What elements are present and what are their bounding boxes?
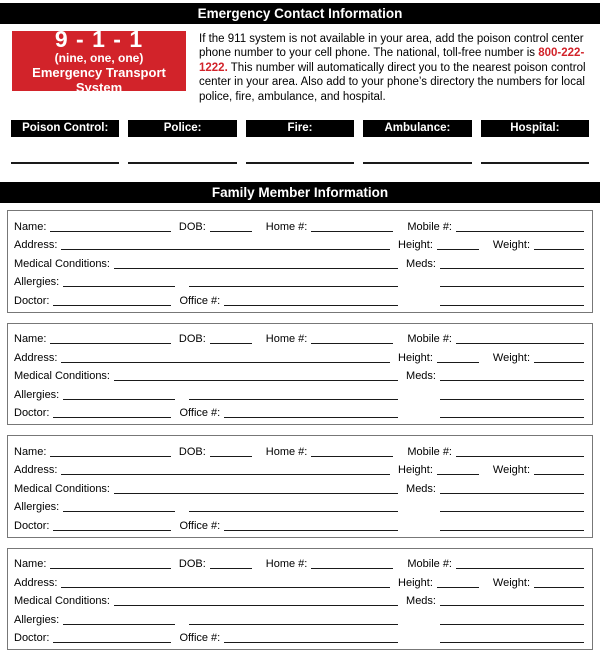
allergies-label: Allergies:	[14, 276, 60, 289]
fire-blank-line	[246, 162, 354, 164]
medical-conditions-meds-row	[14, 477, 584, 496]
meds-continued-blank-line	[440, 502, 584, 512]
office-number-label: Office #:	[179, 294, 221, 307]
address-height-weight-row	[14, 459, 584, 478]
meds-continued-blank-line-2	[440, 296, 584, 306]
medical-conditions-blank-line	[114, 259, 398, 269]
name-label: Name:	[14, 445, 47, 458]
dob-label: DOB:	[178, 445, 206, 458]
weight-label: Weight:	[492, 576, 530, 589]
poison-control-blank-line	[11, 162, 119, 164]
office-number-label: Office #:	[179, 407, 221, 420]
allergies-label: Allergies:	[14, 501, 60, 514]
name-dob-phone-row	[14, 215, 584, 234]
allergies-continued-blank-line	[189, 615, 398, 625]
address-label: Address:	[14, 464, 58, 477]
instructions-text-before: If the 911 system is not available in your area, add the poison control center phone number to your cell phone. The national, toll-free number is	[199, 33, 584, 60]
weight-blank-line	[534, 240, 584, 250]
height-blank-line	[437, 578, 479, 588]
weight-blank-line	[534, 578, 584, 588]
doctor-office-row	[14, 514, 584, 533]
home-number-label: Home #:	[265, 333, 308, 346]
dob-label: DOB:	[178, 333, 206, 346]
allergies-label: Allergies:	[14, 388, 60, 401]
family-members-list	[0, 210, 600, 650]
height-blank-line	[437, 465, 479, 475]
mobile-number-blank-line	[456, 222, 584, 232]
weight-label: Weight:	[492, 351, 530, 364]
name-dob-phone-row	[14, 553, 584, 572]
meds-blank-line	[440, 484, 584, 494]
height-label: Height:	[398, 351, 433, 364]
weight-blank-line	[534, 465, 584, 475]
doctor-office-row	[14, 289, 584, 308]
address-blank-line	[61, 240, 390, 250]
911-badge	[12, 26, 186, 95]
mobile-number-blank-line	[456, 559, 584, 569]
home-number-blank-line	[311, 447, 393, 457]
name-blank-line	[50, 222, 170, 232]
office-number-label: Office #:	[179, 519, 221, 532]
name-label: Name:	[14, 558, 47, 571]
height-label: Height:	[398, 239, 433, 252]
medical-conditions-meds-row	[14, 252, 584, 271]
allergies-blank-line	[63, 390, 175, 400]
instructions-text-after: This number will automatically direct you to the nearest poison control center in your area. Also add to your phone’s directory the numbers for local police, fire, ambulance, and hospital.	[199, 61, 586, 103]
meds-label: Meds:	[406, 595, 436, 608]
name-blank-line	[50, 559, 170, 569]
allergies-row	[14, 383, 584, 402]
doctor-blank-line	[53, 633, 171, 643]
weight-label: Weight:	[492, 239, 530, 252]
dob-label: DOB:	[178, 558, 206, 571]
dob-blank-line	[210, 559, 252, 569]
medical-conditions-label: Medical Conditions:	[14, 257, 110, 270]
address-label: Address:	[14, 239, 58, 252]
allergies-row	[14, 608, 584, 627]
home-number-label: Home #:	[265, 558, 308, 571]
contact-label-fire: Fire:	[246, 120, 354, 137]
allergies-row	[14, 271, 584, 290]
address-blank-line	[61, 353, 390, 363]
mobile-number-label: Mobile #:	[407, 220, 452, 233]
mobile-number-label: Mobile #:	[407, 333, 452, 346]
allergies-continued-blank-line	[189, 502, 398, 512]
height-label: Height:	[398, 464, 433, 477]
911-number: 9 - 1 - 1	[54, 26, 144, 52]
meds-continued-blank-line-2	[440, 521, 584, 531]
office-number-blank-line	[224, 296, 398, 306]
family-section-title: Family Member Information	[211, 185, 389, 201]
family-member-header-bar	[0, 182, 600, 203]
office-number-label: Office #:	[179, 632, 221, 645]
home-number-label: Home #:	[265, 220, 308, 233]
dob-blank-line	[210, 447, 252, 457]
911-spelled-out: (nine, one, one)	[54, 51, 144, 65]
office-number-blank-line	[224, 521, 398, 531]
address-height-weight-row	[14, 346, 584, 365]
address-label: Address:	[14, 351, 58, 364]
medical-conditions-label: Medical Conditions:	[14, 482, 110, 495]
police-blank-line	[128, 162, 236, 164]
meds-continued-blank-line-2	[440, 633, 584, 643]
poison-control-instructions	[199, 31, 590, 104]
allergies-continued-blank-line	[189, 277, 398, 287]
height-blank-line	[437, 353, 479, 363]
allergies-blank-line	[63, 277, 175, 287]
doctor-label: Doctor:	[14, 294, 50, 307]
weight-blank-line	[534, 353, 584, 363]
family-member-card	[7, 435, 593, 538]
mobile-number-blank-line	[456, 334, 584, 344]
family-member-card	[7, 323, 593, 426]
meds-blank-line	[440, 259, 584, 269]
allergies-label: Allergies:	[14, 613, 60, 626]
family-member-card	[7, 210, 593, 313]
address-height-weight-row	[14, 571, 584, 590]
doctor-label: Doctor:	[14, 519, 50, 532]
meds-label: Meds:	[406, 370, 436, 383]
contact-label-police: Police:	[128, 120, 236, 137]
contact-label-hospital: Hospital:	[481, 120, 589, 137]
meds-blank-line	[440, 371, 584, 381]
office-number-blank-line	[224, 408, 398, 418]
allergies-blank-line	[63, 502, 175, 512]
ambulance-blank-line	[363, 162, 471, 164]
meds-label: Meds:	[406, 257, 436, 270]
name-dob-phone-row	[14, 440, 584, 459]
name-blank-line	[50, 447, 170, 457]
contact-labels-row	[11, 120, 589, 137]
hospital-blank-line	[481, 162, 589, 164]
medical-conditions-blank-line	[114, 596, 398, 606]
home-number-blank-line	[311, 334, 393, 344]
doctor-label: Doctor:	[14, 407, 50, 420]
address-label: Address:	[14, 576, 58, 589]
intro-section	[0, 24, 600, 104]
dob-blank-line	[210, 222, 252, 232]
contact-label-poison-control: Poison Control:	[11, 120, 119, 137]
name-label: Name:	[14, 220, 47, 233]
medical-conditions-blank-line	[114, 371, 398, 381]
height-blank-line	[437, 240, 479, 250]
weight-label: Weight:	[492, 464, 530, 477]
meds-continued-blank-line	[440, 390, 584, 400]
meds-continued-blank-line-2	[440, 408, 584, 418]
doctor-office-row	[14, 402, 584, 421]
home-number-label: Home #:	[265, 445, 308, 458]
name-dob-phone-row	[14, 328, 584, 347]
office-number-blank-line	[224, 633, 398, 643]
meds-label: Meds:	[406, 482, 436, 495]
doctor-blank-line	[53, 296, 171, 306]
name-label: Name:	[14, 333, 47, 346]
contact-label-ambulance: Ambulance:	[363, 120, 471, 137]
mobile-number-label: Mobile #:	[407, 445, 452, 458]
address-blank-line	[61, 578, 390, 588]
medical-conditions-label: Medical Conditions:	[14, 370, 110, 383]
meds-continued-blank-line	[440, 615, 584, 625]
mobile-number-label: Mobile #:	[407, 558, 452, 571]
dob-blank-line	[210, 334, 252, 344]
allergies-row	[14, 496, 584, 515]
meds-continued-blank-line	[440, 277, 584, 287]
emergency-contact-header-bar	[0, 3, 600, 24]
911-system-name: Emergency Transport System	[32, 65, 166, 95]
address-height-weight-row	[14, 234, 584, 253]
doctor-label: Doctor:	[14, 632, 50, 645]
doctor-blank-line	[53, 521, 171, 531]
mobile-number-blank-line	[456, 447, 584, 457]
poison-control-phone-number: 800-222-1222.	[199, 47, 585, 74]
allergies-blank-line	[63, 615, 175, 625]
home-number-blank-line	[311, 222, 393, 232]
medical-conditions-label: Medical Conditions:	[14, 595, 110, 608]
name-blank-line	[50, 334, 170, 344]
medical-conditions-meds-row	[14, 365, 584, 384]
height-label: Height:	[398, 576, 433, 589]
doctor-blank-line	[53, 408, 171, 418]
contact-blank-lines-row	[11, 162, 589, 164]
meds-blank-line	[440, 596, 584, 606]
family-member-card	[7, 548, 593, 650]
medical-conditions-meds-row	[14, 590, 584, 609]
page-title: Emergency Contact Information	[197, 6, 403, 21]
dob-label: DOB:	[178, 220, 206, 233]
address-blank-line	[61, 465, 390, 475]
emergency-contacts-section	[0, 120, 600, 164]
medical-conditions-blank-line	[114, 484, 398, 494]
doctor-office-row	[14, 627, 584, 646]
allergies-continued-blank-line	[189, 390, 398, 400]
home-number-blank-line	[311, 559, 393, 569]
